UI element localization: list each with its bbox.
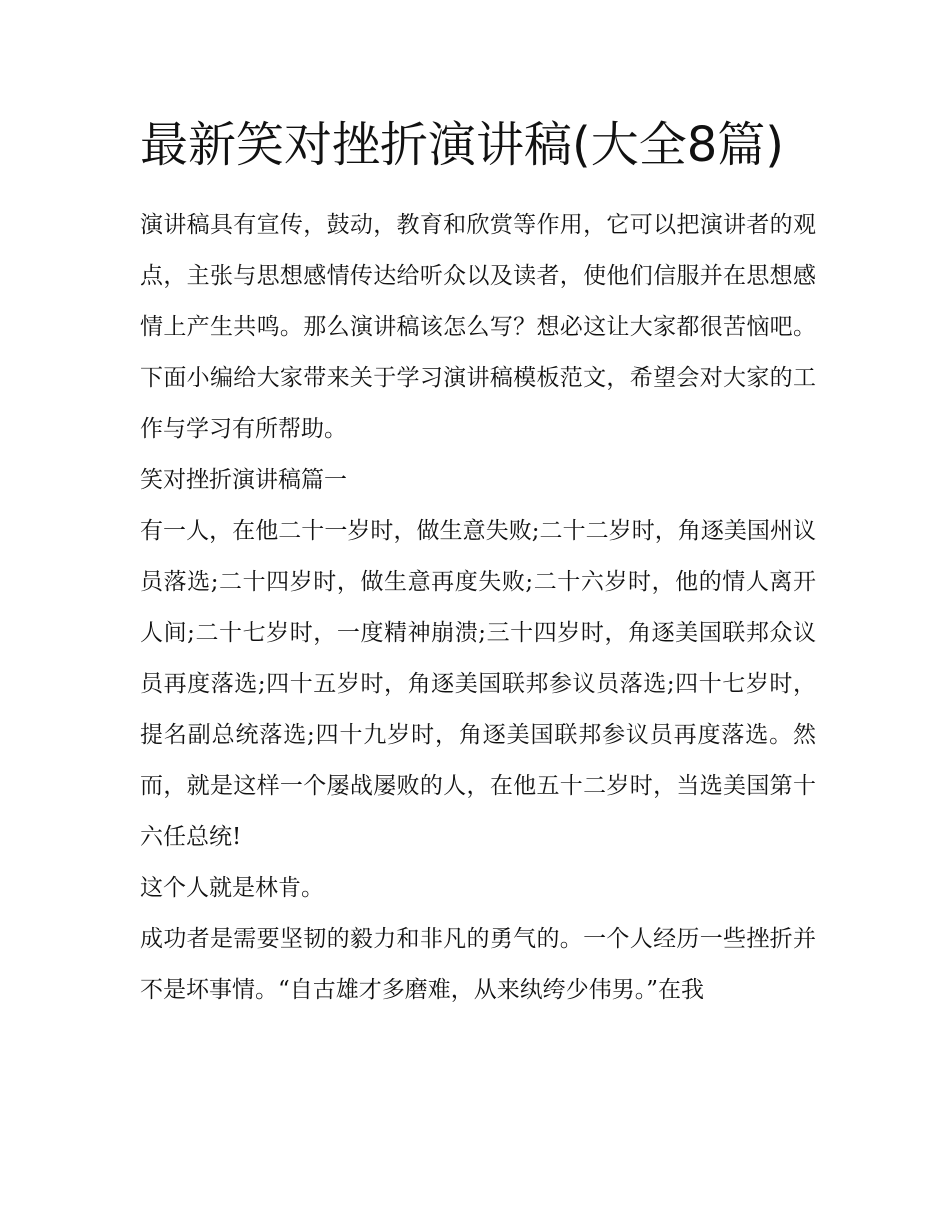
closing-paragraph: 成功者是需要坚韧的毅力和非凡的勇气的。一个人经历一些挫折并不是坏事情。“自古雄才多磨难，从来纨绔少伟男。”在我: [140, 926, 816, 1003]
intro-paragraph: 演讲稿具有宣传，鼓动，教育和欣赏等作用，它可以把演讲者的观点，主张与思想感情传达给听众以及读者，使他们信服并在思想感情上产生共鸣。那么演讲稿该怎么写？想必这让大家都很苦恼吧。下面小编给大家带来关于学习演讲稿模板范文，希望会对大家的工作与学习有所帮助。: [140, 212, 816, 442]
document-page: [140, 112, 816, 1016]
section-heading: 笑对挫折演讲稿篇一: [140, 467, 347, 493]
lincoln-paragraph: 这个人就是林肯。: [140, 875, 324, 901]
story-paragraph: 有一人，在他二十一岁时，做生意失败;二十二岁时，角逐美国州议员落选;二十四岁时，做生意再度失败;二十六岁时，他的情人离开人间;二十七岁时，一度精神崩溃;三十四岁时，角逐美国联邦众议员再度落选;四十五岁时，角逐美国联邦参议员落选;四十七岁时，提名副总统落选;四十九岁时，角逐美国联邦参议员再度落选。然而，就是这样一个屡战屡败的人，在他五十二岁时，当选美国第十六任总统!: [140, 518, 816, 850]
document-title: 最新笑对挫折演讲稿(大全8篇): [140, 117, 784, 173]
